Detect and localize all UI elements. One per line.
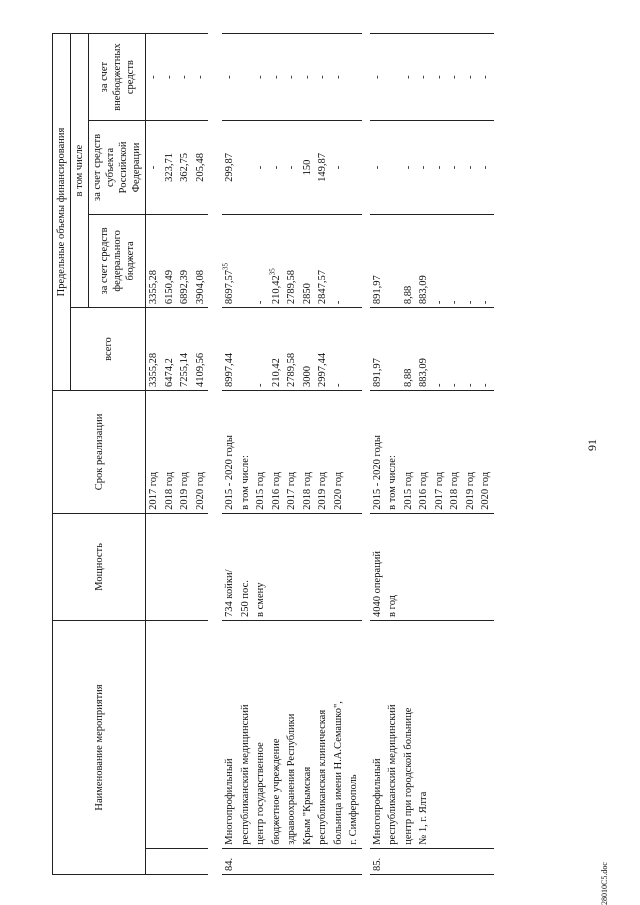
entry-name-line: здравоохранения Республики — [286, 713, 297, 845]
total-cell: 2789,58 — [286, 352, 297, 388]
extrabudget-cell: - — [286, 75, 297, 79]
federal-cell: 2847,57 — [317, 269, 328, 305]
extrabudget-cell: - — [148, 75, 159, 79]
capacity-line: в смену — [255, 582, 266, 617]
entry-name-line: г. Симферополь — [348, 774, 359, 845]
federal-cell: 883,09 — [418, 275, 429, 305]
extrabudget-cell: - — [317, 75, 328, 79]
period-cell: 2015 год — [402, 471, 414, 510]
federal-cell: 8697,57 — [224, 269, 235, 305]
federal-cell: 2789,58 — [286, 269, 297, 305]
total-cell: 2997,44 — [317, 352, 328, 388]
header-total: всего — [71, 308, 146, 391]
period-cell: 2016 год — [418, 471, 429, 510]
total-cell: 7255,14 — [179, 352, 190, 388]
capacity-line: 4040 операций — [371, 551, 383, 617]
federal-cell: 891,97 — [371, 275, 383, 305]
total-cell: - — [433, 383, 445, 388]
regional-cell: - — [402, 165, 414, 170]
period-cell: 2018 год — [301, 471, 313, 510]
total-cell: 4109,56 — [194, 352, 206, 388]
entry-number: 85. — [371, 857, 383, 871]
federal-cell: 3904,08 — [194, 269, 206, 305]
regional-cell: - — [418, 165, 429, 170]
financing-table — [52, 33, 534, 875]
extrabudget-cell: - — [371, 75, 383, 79]
entry-name-line: республиканский медицинский — [387, 704, 398, 845]
federal-cell: - — [480, 300, 491, 305]
total-cell: 8997,44 — [224, 352, 235, 388]
federal-cell: 210,42 — [270, 275, 282, 305]
regional-cell: - — [433, 165, 445, 170]
file-footer: 28010С5.doc — [600, 862, 609, 905]
entry-name-line: Многопрофильный — [224, 758, 235, 845]
extrabudget-cell: - — [433, 75, 445, 79]
period-cell: 2020 год — [332, 471, 344, 510]
entry-name-line: № 1, г. Ялта — [418, 791, 429, 845]
footnote-mark: 35 — [221, 262, 230, 270]
total-cell: 6474,2 — [163, 358, 175, 388]
period-cell: 2016 год — [270, 471, 282, 510]
header-in-that: в том числе — [71, 34, 89, 308]
regional-cell: 205,48 — [194, 153, 206, 182]
extrabudget-cell: - — [163, 75, 175, 79]
federal-cell: - — [464, 300, 476, 305]
extrabudget-cell: - — [480, 75, 491, 79]
regional-cell: - — [480, 165, 491, 170]
header-period: Срок реализации — [53, 391, 146, 514]
period-cell: 2019 год — [464, 471, 476, 510]
extrabudget-cell: - — [255, 75, 266, 79]
period-cell: 2015 - 2020 годы — [371, 435, 383, 510]
total-cell: - — [480, 383, 491, 388]
period-cell: 2017 год — [433, 471, 445, 510]
entry-number: 84. — [224, 857, 235, 871]
regional-cell: - — [270, 165, 282, 170]
extrabudget-cell: - — [332, 75, 344, 79]
regional-cell: 299,87 — [224, 153, 235, 182]
federal-cell: 8,88 — [402, 285, 414, 305]
period-cell: 2018 год — [449, 471, 460, 510]
extrabudget-cell: - — [270, 75, 282, 79]
total-cell: 883,09 — [418, 358, 429, 388]
total-cell: - — [255, 383, 266, 388]
extrabudget-cell: - — [224, 75, 235, 79]
period-cell: в том числе: — [387, 455, 398, 510]
entry-name-line: бюджетное учреждение — [270, 738, 282, 845]
entry-name-line: республиканский медицинский — [239, 704, 251, 845]
regional-cell: - — [148, 165, 159, 170]
table-row — [146, 34, 209, 875]
total-cell: 8,88 — [402, 368, 414, 388]
extrabudget-cell: - — [464, 75, 476, 79]
table-row — [370, 34, 494, 875]
period-cell: 2018 год — [163, 471, 175, 510]
capacity-line: 734 койки/ — [224, 569, 235, 617]
federal-cell: 6892,39 — [179, 269, 190, 305]
regional-cell: - — [286, 165, 297, 170]
extrabudget-cell: - — [402, 75, 414, 79]
federal-cell: - — [332, 300, 344, 305]
extrabudget-cell: - — [301, 75, 313, 79]
total-cell: - — [464, 383, 476, 388]
period-cell: 2020 год — [480, 471, 491, 510]
table-header — [53, 34, 146, 875]
entry-name-line: Крым "Крымская — [301, 766, 313, 845]
federal-cell: 2850 — [301, 283, 313, 305]
regional-cell: 149,87 — [317, 153, 328, 182]
total-cell: 210,42 — [270, 358, 282, 388]
regional-cell: - — [449, 165, 460, 170]
regional-cell: 362,75 — [179, 153, 190, 182]
header-name: Наименование мероприятия — [53, 620, 146, 874]
period-cell: в том числе: — [239, 455, 251, 510]
regional-cell: 150 — [301, 159, 313, 176]
capacity-line: 250 пос. — [239, 580, 251, 617]
federal-cell: 6150,49 — [163, 269, 175, 305]
period-cell: 2017 год — [148, 471, 159, 510]
period-cell: 2015 - 2020 годы — [224, 435, 235, 510]
extrabudget-cell: - — [194, 75, 206, 79]
regional-cell: 323,71 — [163, 153, 175, 182]
extrabudget-cell: - — [449, 75, 460, 79]
entry-name-line: республиканская клиническая — [317, 709, 328, 845]
header-regional: за счет средств субъекта Российской Федерации — [89, 121, 146, 214]
entry-name-line: центр государственное — [255, 742, 266, 845]
regional-cell: - — [332, 165, 344, 170]
period-cell: 2020 год — [194, 471, 206, 510]
period-cell: 2015 год — [255, 471, 266, 510]
entry-name-line: Многопрофильный — [371, 758, 383, 845]
extrabudget-cell: - — [179, 75, 190, 79]
total-cell: 891,97 — [371, 358, 383, 388]
total-cell: 3000 — [301, 366, 313, 388]
federal-cell: - — [449, 300, 460, 305]
entry-name-line: больница имени Н.А.Семашко", — [332, 701, 344, 845]
regional-cell: - — [255, 165, 266, 170]
header-volumes: Предельные объемы финансирования — [53, 34, 71, 391]
capacity-line: в год — [387, 595, 398, 617]
period-cell: 2019 год — [179, 471, 190, 510]
header-capacity: Мощность — [53, 513, 146, 620]
federal-cell: - — [433, 300, 445, 305]
total-cell: - — [449, 383, 460, 388]
page-number: 91 — [585, 439, 599, 451]
period-cell: 2017 год — [286, 471, 297, 510]
entry-name-line: центр при городской больнице — [402, 707, 414, 845]
regional-cell: - — [464, 165, 476, 170]
header-federal: за счет средств федерального бюджета — [89, 214, 146, 307]
table-row — [222, 34, 362, 875]
total-cell: - — [332, 383, 344, 388]
period-cell: 2019 год — [317, 471, 328, 510]
footnote-mark: 35 — [268, 268, 276, 276]
federal-cell: - — [255, 300, 266, 305]
federal-cell: 3355,28 — [148, 269, 159, 305]
regional-cell: - — [371, 165, 383, 170]
table-body — [146, 34, 534, 875]
total-cell: 3355,28 — [148, 352, 159, 388]
extrabudget-cell: - — [418, 75, 429, 79]
header-extrabudget: за счет внебюджетных средств — [89, 34, 146, 121]
